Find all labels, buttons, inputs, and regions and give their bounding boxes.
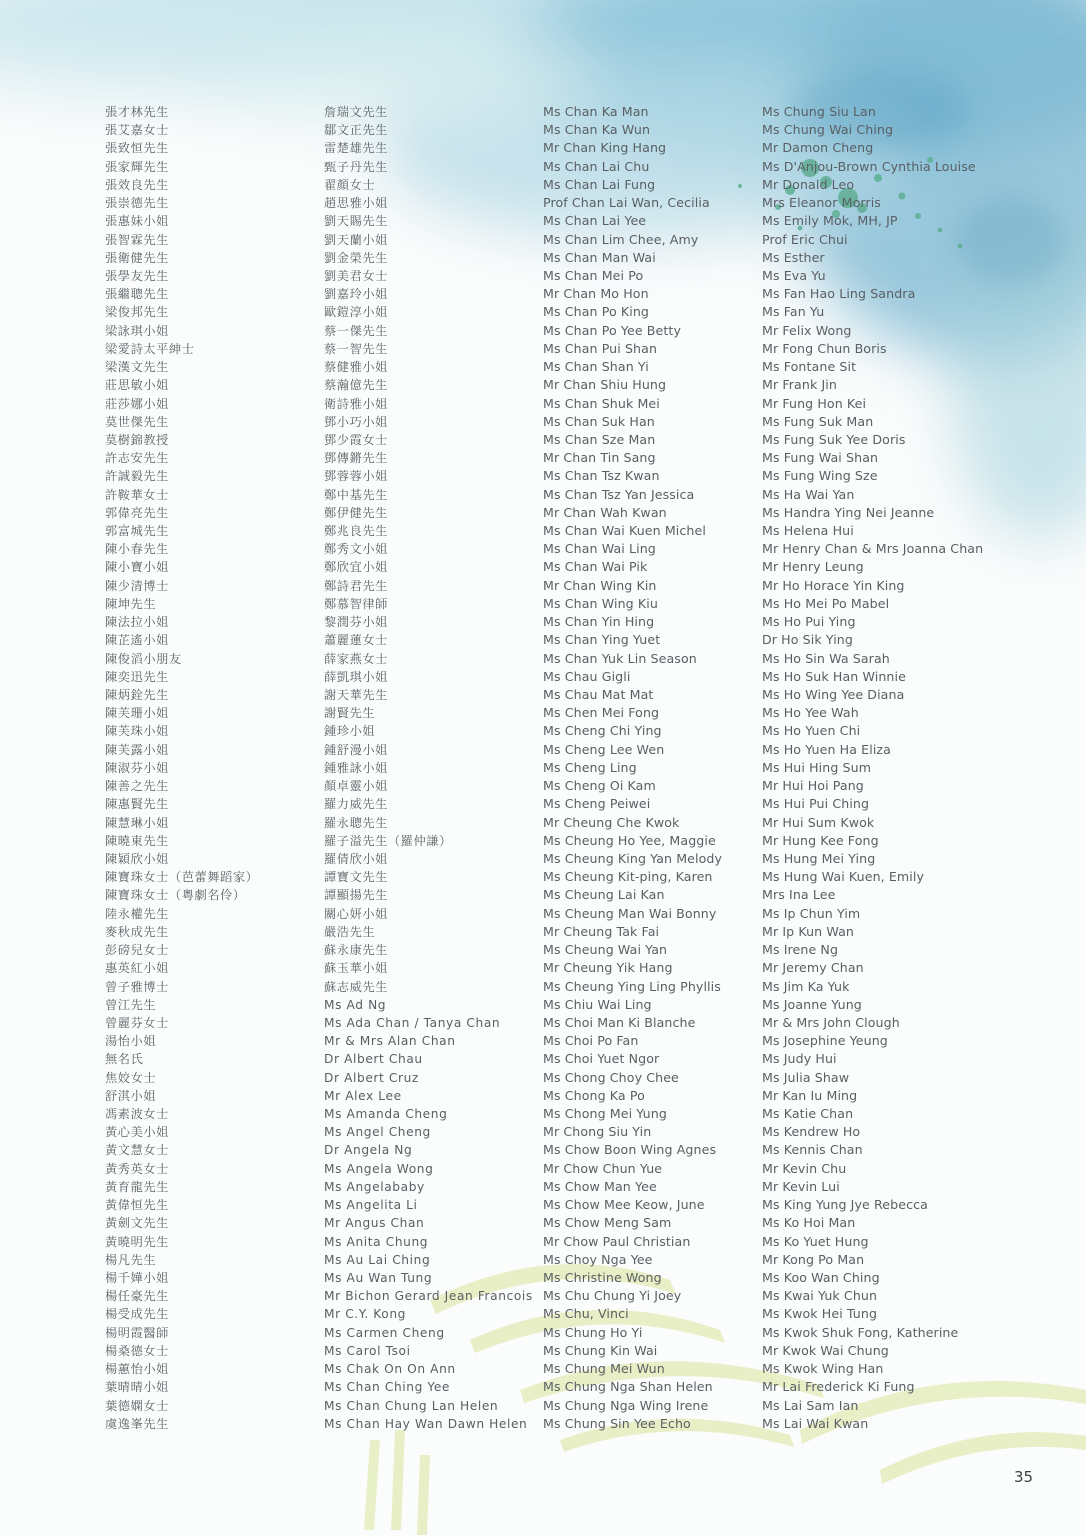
donor-name: Ms Chan Ka Wun — [543, 122, 651, 138]
donor-name: Ms Chan Po King — [543, 304, 649, 320]
donor-name: Ms Chow Boon Wing Agnes — [543, 1142, 717, 1158]
donor-name: 謝天華先生 — [324, 688, 388, 702]
donor-name: Ms Katie Chan — [762, 1106, 854, 1122]
donor-name: Ms Chak On On Ann — [324, 1362, 456, 1377]
donor-name: 羅子溢先生（羅仲謙） — [324, 833, 452, 848]
donor-name: 馮素波女士 — [105, 1107, 169, 1122]
donor-name: 許誠毅先生 — [105, 469, 169, 484]
donor-name: Mr Chan Mo Hon — [543, 286, 649, 302]
donor-name: 陳芙珊小姐 — [105, 706, 169, 721]
donor-name: 張家輝先生 — [105, 159, 169, 174]
donor-name: Ms Au Wan Tung — [324, 1271, 433, 1285]
donor-name: Ms Chan Ying Yuet — [543, 632, 661, 648]
donor-name: 曾麗芬女士 — [105, 1015, 169, 1030]
donor-name: Ms Chung Nga Wing Irene — [543, 1397, 709, 1413]
donor-name: Mr Kwok Wai Chung — [762, 1342, 889, 1358]
donor-name: Mr Angus Chan — [324, 1216, 425, 1231]
donor-name: Ms Chan Shan Yi — [543, 359, 649, 375]
donor-name: Ms Eva Yu — [762, 267, 826, 283]
donor-name: 歐鎧淳小姐 — [324, 305, 388, 320]
donor-name: Ms Chan Ka Man — [543, 104, 649, 119]
donor-name: Ms Cheng Oi Kam — [543, 778, 656, 794]
donor-name: 葉德嫻女士 — [105, 1398, 169, 1413]
donor-name: 無名氏 — [105, 1052, 144, 1067]
donor-name: 楊桑德女士 — [105, 1343, 169, 1358]
donor-name: Ms Cheng Peiwei — [543, 796, 651, 812]
donor-name: Ms Cheung King Yan Melody — [543, 850, 723, 866]
donor-name: 陳惠賢先生 — [105, 797, 169, 812]
donor-name: 黃曉明先生 — [105, 1234, 169, 1249]
donor-name: Ms Chan Tsz Yan Jessica — [543, 486, 695, 502]
donor-name: 陳慧琳小姐 — [105, 815, 169, 830]
donor-name: Ms Angela Wong — [324, 1161, 434, 1176]
donor-name: Ms Chong Mei Yung — [543, 1106, 667, 1122]
donor-name: Ms Fan Hao Ling Sandra — [762, 286, 916, 302]
donor-name: Mr Henry Chan & Mrs Joanna Chan — [762, 541, 984, 557]
page-number: 35 — [1014, 1468, 1034, 1486]
donor-name: 楊凡先生 — [105, 1252, 157, 1267]
donor-name: 陳小寶小姐 — [105, 560, 169, 575]
donor-name: Mr C.Y. Kong — [324, 1307, 407, 1322]
donor-name: Ms Julia Shaw — [762, 1069, 850, 1085]
donor-name: 張惠妹小姐 — [105, 214, 169, 229]
donor-name: 莊思敏小姐 — [105, 378, 169, 393]
donor-name: 蕭麗蓮女士 — [324, 633, 388, 648]
donor-name: 雷楚雄先生 — [324, 141, 388, 156]
donor-name: Ms Chiu Wai Ling — [543, 996, 652, 1012]
donor-name: Ms Handra Ying Nei Jeanne — [762, 504, 935, 520]
donor-name: Ms Chan Hay Wan Dawn Helen — [324, 1416, 528, 1431]
donor-name: Ms Fung Wing Sze — [762, 468, 878, 484]
donor-name: 陳芷遙小姐 — [105, 633, 169, 648]
donor-name: Mr Hung Kee Fong — [762, 832, 879, 848]
donor-name: Mr Henry Leung — [762, 559, 864, 575]
donor-name: Mr Chow Chun Yue — [543, 1160, 663, 1176]
donor-name: Ms Lai Sam Ian — [762, 1397, 859, 1413]
donor-name: Ms Chung Siu Lan — [762, 104, 876, 119]
donor-name: 陳芙露小姐 — [105, 742, 169, 757]
donor-name: Mr Hui Hoi Pang — [762, 778, 864, 794]
donor-name: 鍾雅詠小姐 — [324, 760, 388, 775]
donor-name: Ms Ada Chan / Tanya Chan — [324, 1015, 501, 1030]
donor-name: 黃秀英女士 — [105, 1161, 169, 1176]
donor-name: Ms Chan Lim Chee, Amy — [543, 231, 699, 247]
donor-name: 梁詠琪小姐 — [105, 323, 169, 338]
donor-name: 許志安先生 — [105, 451, 169, 466]
donor-name: 劉嘉玲小姐 — [324, 287, 388, 302]
donor-name: Mr Chan Tin Sang — [543, 450, 656, 466]
donor-name: Ms Chan Lai Yee — [543, 213, 647, 229]
donor-name: 虞逸峯先生 — [105, 1416, 169, 1431]
donor-name: 張崇德先生 — [105, 196, 169, 211]
donor-name: Mr Chan King Hang — [543, 140, 667, 156]
donor-name: Ms Chan Tsz Kwan — [543, 468, 660, 484]
donor-name: Ms Helena Hui — [762, 523, 854, 539]
donor-name: 陸永權先生 — [105, 906, 169, 921]
donor-name: Ms Angelita Li — [324, 1198, 418, 1213]
donor-name: Ms Chu, Vinci — [543, 1306, 629, 1322]
donor-name: Ms Hung Wai Kuen, Emily — [762, 869, 925, 885]
donor-name: 鄭詩君先生 — [324, 578, 388, 593]
donor-name: 羅倩欣小姐 — [324, 851, 388, 866]
donor-name: Ms Cheung Kit-ping, Karen — [543, 869, 713, 885]
donor-name: Ms Kennis Chan — [762, 1142, 863, 1158]
donor-name: Mr Frank Jin — [762, 377, 837, 393]
donor-name: Mrs Eleanor Morris — [762, 195, 881, 211]
donor-name: Dr Albert Chau — [324, 1052, 423, 1067]
donor-name: 陳曉東先生 — [105, 833, 169, 848]
donor-name: Ms Chan Wai Pik — [543, 559, 648, 575]
donor-name: Ms Chan Chung Lan Helen — [324, 1398, 499, 1413]
donor-name: 焦姣女士 — [105, 1070, 157, 1085]
donor-name: 謝賢先生 — [324, 706, 376, 721]
donor-name: 陳寶珠女士（粵劇名伶） — [105, 888, 246, 903]
donor-name: 薛家燕女士 — [324, 651, 388, 666]
donor-name: 楊任豪先生 — [105, 1289, 169, 1304]
donor-name: Mr Cheung Che Kwok — [543, 814, 680, 830]
donor-name: Mr Cheung Tak Fai — [543, 923, 660, 939]
donor-name: Ms Cheung Lai Kan — [543, 887, 665, 903]
donor-name: Ms Ho Yuen Chi — [762, 723, 861, 739]
donor-name: 鍾珍小姐 — [324, 724, 376, 739]
donor-name: 蘇永康先生 — [324, 943, 388, 958]
donor-name: 陳奕迅先生 — [105, 669, 169, 684]
donor-name: Ms Chung Kin Wai — [543, 1342, 658, 1358]
donor-name: Ms Chan Mei Po — [543, 267, 644, 283]
donor-name: Ms Hung Mei Ying — [762, 850, 876, 866]
donor-name: 許鞍華女士 — [105, 487, 169, 502]
donor-name: Mr Kong Po Man — [762, 1251, 865, 1267]
donor-name: 黎潤芬小姐 — [324, 615, 388, 630]
donor-name: Mr Kevin Lui — [762, 1178, 840, 1194]
donor-name: Mrs Ina Lee — [762, 887, 836, 903]
donor-name: Ms Carol Tsoi — [324, 1343, 411, 1358]
donor-name: Ms Chung Nga Shan Helen — [543, 1379, 713, 1395]
donor-name: 陳少清博士 — [105, 578, 169, 593]
donor-name: 鍾舒漫小姐 — [324, 742, 388, 757]
donor-name: 關心妍小姐 — [324, 906, 388, 921]
donor-name: 鄭伊健先生 — [324, 505, 388, 520]
donor-name: 陳坤先生 — [105, 596, 157, 611]
donor-name: Ms Ho Mei Po Mabel — [762, 595, 890, 611]
donor-name: 陳俊滔小朋友 — [105, 651, 182, 666]
donor-name: Ms Amanda Cheng — [324, 1107, 448, 1122]
donor-name: Ms Chan Lai Fung — [543, 176, 656, 192]
donor-name: 劉金榮先生 — [324, 250, 388, 265]
donor-name: Ms Kwok Shuk Fong, Katherine — [762, 1324, 959, 1340]
donor-name: 張致恒先生 — [105, 141, 169, 156]
donor-name: 陳寶珠女士（芭蕾舞蹈家） — [105, 870, 259, 885]
donor-name: 梁俊邦先生 — [105, 305, 169, 320]
donor-name: Ms Cheung Wai Yan — [543, 942, 668, 958]
donor-name: 麥秋成先生 — [105, 924, 169, 939]
donor-name: Ms Chan Suk Han — [543, 413, 655, 429]
donor-name: Ms Fung Wai Shan — [762, 450, 879, 466]
donor-name: 莊莎娜小姐 — [105, 396, 169, 411]
donor-name: Ms Judy Hui — [762, 1051, 837, 1067]
donor-name: 梁愛詩太平紳士 — [105, 341, 195, 356]
donor-name: Mr Chan Wing Kin — [543, 577, 657, 593]
donor-name: Ms Cheng Chi Ying — [543, 723, 662, 739]
donor-name: 梁漢文先生 — [105, 360, 169, 375]
donor-name: Ms Chan Pui Shan — [543, 340, 658, 356]
donor-name: Ms Lai Wai Kwan — [762, 1415, 869, 1431]
donor-name: 張艾嘉女士 — [105, 123, 169, 138]
donor-name: Mr Hui Sum Kwok — [762, 814, 875, 830]
donor-name: 陳芙珠小姐 — [105, 724, 169, 739]
donor-name: 湯怡小姐 — [105, 1034, 157, 1049]
donor-name: Ms Joanne Yung — [762, 996, 862, 1012]
donor-name: Ms Ho Suk Han Winnie — [762, 668, 906, 684]
donor-name: Mr Alex Lee — [324, 1088, 402, 1103]
donor-name: Mr Chow Paul Christian — [543, 1233, 691, 1249]
donor-name: Mr Jeremy Chan — [762, 960, 864, 976]
donor-column-1 — [105, 103, 320, 1433]
donor-name: 詹瑞文先生 — [324, 105, 388, 119]
donor-name: Ms Au Lai Ching — [324, 1252, 431, 1267]
donor-name: Ms Ho Pui Ying — [762, 614, 856, 630]
donor-name: Ms Angel Cheng — [324, 1125, 431, 1140]
donor-name: Ms Chan Wing Kiu — [543, 595, 658, 611]
donor-name: 鄧少霞女士 — [324, 432, 388, 447]
donor-name: 莫世傑先生 — [105, 414, 169, 429]
donor-name: Ms Fontane Sit — [762, 359, 857, 375]
donor-name: 陳淑芬小姐 — [105, 760, 169, 775]
donor-name: 黃文慧女士 — [105, 1143, 169, 1158]
donor-name: 薛凱琪小姐 — [324, 669, 388, 684]
donor-name: Mr Bichon Gerard Jean Francois — [324, 1289, 533, 1304]
donor-name: 劉美君女士 — [324, 268, 388, 283]
donor-name: 鄭兆良先生 — [324, 524, 388, 539]
donor-name: 嚴浩先生 — [324, 924, 376, 939]
donor-name: 鄭慕智律師 — [324, 596, 388, 611]
donor-name: Ms Choi Man Ki Blanche — [543, 1014, 696, 1030]
donor-name: 陳善之先生 — [105, 779, 169, 794]
donor-name: Mr Ip Kun Wan — [762, 923, 855, 939]
donor-name: 蘇玉華小姐 — [324, 961, 388, 976]
donor-name: 楊蕙怡小姐 — [105, 1362, 169, 1377]
donor-name: Ms Ho Yuen Ha Eliza — [762, 741, 891, 757]
donor-name: 鄧蓉蓉小姐 — [324, 469, 388, 484]
donor-name: Ms Chan Sze Man — [543, 431, 656, 447]
donor-name: Dr Ho Sik Ying — [762, 632, 853, 648]
donor-name: 衛詩雅小姐 — [324, 396, 388, 411]
donor-name: 羅力威先生 — [324, 797, 388, 812]
donor-name: Prof Eric Chui — [762, 231, 848, 247]
donor-name: Ms Chow Meng Sam — [543, 1215, 672, 1231]
donor-name: Ms Cheung Man Wai Bonny — [543, 905, 717, 921]
donor-name: Ms Hui Hing Sum — [762, 759, 872, 775]
donor-name: 陳法拉小姐 — [105, 615, 169, 630]
donor-name: 顏卓靈小姐 — [324, 779, 388, 794]
donor-name: 蔡一智先生 — [324, 341, 388, 356]
donor-name: 鄭秀文小姐 — [324, 542, 388, 557]
donor-name: Ms Chung Wai Ching — [762, 122, 894, 138]
donor-name: Ms Chan Yin Hing — [543, 614, 655, 630]
donor-name: Ms Chung Sin Yee Echo — [543, 1415, 691, 1431]
donor-name: 張智霖先生 — [105, 232, 169, 247]
donor-name: 彭磅兒女士 — [105, 943, 169, 958]
donor-name: Ms Christine Wong — [543, 1270, 662, 1285]
donor-name: Ms Ip Chun Yim — [762, 905, 861, 921]
donor-name: 趙思雅小姐 — [324, 196, 388, 211]
donor-column-2 — [324, 103, 539, 1433]
donor-name: 張學友先生 — [105, 268, 169, 283]
donor-name: Ms Choi Yuet Ngor — [543, 1051, 660, 1067]
donor-name: Mr & Mrs Alan Chan — [324, 1034, 456, 1049]
donor-name: Ms Josephine Yeung — [762, 1033, 888, 1049]
donor-name: 黃劍文先生 — [105, 1216, 169, 1231]
donor-name: Ms Cheung Ying Ling Phyllis — [543, 978, 721, 994]
donor-name: Mr Kevin Chu — [762, 1160, 847, 1176]
donor-name: Prof Chan Lai Wan, Cecilia — [543, 195, 710, 211]
donor-name: Ms Ko Hoi Man — [762, 1215, 856, 1231]
donor-name: 葉晴晴小姐 — [105, 1380, 169, 1395]
donor-name: Ms Esther — [762, 249, 825, 265]
donor-name: Mr Chan Shiu Hung — [543, 377, 667, 393]
donor-name: 蔡一傑先生 — [324, 323, 388, 338]
donor-name: 蔡健雅小姐 — [324, 360, 388, 375]
donor-name: 劉天賜先生 — [324, 214, 388, 229]
donor-name: 陳小春先生 — [105, 542, 169, 557]
donor-name: Ms Kwok Wing Han — [762, 1361, 884, 1377]
donor-name: Ms Koo Wan Ching — [762, 1270, 880, 1285]
donor-name: Mr Chan Wah Kwan — [543, 504, 667, 520]
donor-name: Ms Chung Mei Wun — [543, 1361, 665, 1377]
donor-name: Ms Chan Wai Kuen Michel — [543, 523, 706, 539]
donor-name: Ms Hui Pui Ching — [762, 796, 870, 812]
donor-name: 曾江先生 — [105, 997, 157, 1012]
donor-name: 鄭中基先生 — [324, 487, 388, 502]
donor-name: Ms Ko Yuet Hung — [762, 1233, 869, 1249]
donor-name: Mr Damon Cheng — [762, 140, 874, 156]
donor-name: Mr Lai Frederick Ki Fung — [762, 1379, 915, 1395]
donor-name: 黃育龍先生 — [105, 1179, 169, 1194]
donor-name: Mr Ho Horace Yin King — [762, 577, 905, 593]
donor-name: Ms Chau Gigli — [543, 668, 631, 684]
donor-name: 羅永聰先生 — [324, 815, 388, 830]
donor-name: Ms Kendrew Ho — [762, 1124, 861, 1140]
donor-name: 舒淇小姐 — [105, 1088, 157, 1103]
donor-column-4 — [762, 103, 984, 1433]
donor-name: Ms Emily Mok, MH, JP — [762, 213, 898, 229]
donor-name: Ms Cheng Lee Wen — [543, 741, 665, 757]
donor-name: Ms Chen Mei Fong — [543, 705, 660, 721]
donor-name: 黃心美小姐 — [105, 1125, 169, 1140]
donor-name: 惠英紅小姐 — [105, 961, 169, 976]
donor-name: Ms Chan Man Wai — [543, 249, 656, 265]
donor-name: Ms Carmen Cheng — [324, 1325, 445, 1340]
donor-name: 蔡瀚億先生 — [324, 378, 388, 393]
donor-name: Ms Choy Nga Yee — [543, 1251, 653, 1267]
donor-name: Ms Ad Ng — [324, 997, 387, 1012]
donor-name: Ms Choi Po Fan — [543, 1033, 639, 1049]
donor-name: 劉天蘭小姐 — [324, 232, 388, 247]
donor-name: Ms Ho Yee Wah — [762, 705, 859, 721]
donor-name: 曾子雅博士 — [105, 979, 169, 994]
donor-name: 郭偉亮先生 — [105, 505, 169, 520]
donor-name: 陳炳銓先生 — [105, 688, 169, 702]
donor-name: Ms Kwok Hei Tung — [762, 1306, 878, 1322]
donor-name: Mr Fung Hon Kei — [762, 395, 867, 411]
donor-name: 楊受成先生 — [105, 1307, 169, 1322]
donor-name: Ms Ho Wing Yee Diana — [762, 687, 905, 702]
donor-name: Ms Jim Ka Yuk — [762, 978, 850, 994]
donor-name: Ms Anita Chung — [324, 1234, 429, 1249]
donor-name: 翟顏女士 — [324, 177, 376, 192]
donor-name: Ms Fung Suk Man — [762, 413, 874, 429]
donor-name: Mr Donald Leo — [762, 176, 855, 192]
donor-name: Ms Fung Suk Yee Doris — [762, 431, 906, 447]
donor-name: 郭富城先生 — [105, 524, 169, 539]
donor-name: 鄒文正先生 — [324, 123, 388, 138]
donor-name: 張繼聰先生 — [105, 287, 169, 302]
donor-name: Dr Albert Cruz — [324, 1070, 419, 1085]
donor-name: Ms Angelababy — [324, 1179, 425, 1194]
donor-name: Ms Chow Man Yee — [543, 1178, 657, 1194]
donor-name: Dr Angela Ng — [324, 1143, 413, 1158]
donor-name: 張才林先生 — [105, 105, 169, 119]
donor-name: 陳穎欣小姐 — [105, 851, 169, 866]
donor-name: 楊千嬅小姐 — [105, 1271, 169, 1285]
donor-name: Ms Chong Choy Chee — [543, 1069, 679, 1085]
donor-name: Ms Fan Yu — [762, 304, 825, 320]
donor-name: Ms Chan Wai Ling — [543, 541, 656, 557]
donor-name: 鄧傳鏘先生 — [324, 451, 388, 466]
donor-name: 譚寶文先生 — [324, 870, 388, 885]
donor-name: Ms Chung Ho Yi — [543, 1324, 643, 1340]
donor-name: 蘇志威先生 — [324, 979, 388, 994]
donor-name: 譚顯揚先生 — [324, 888, 388, 903]
donor-name: Mr Fong Chun Boris — [762, 340, 887, 356]
donor-name: Ms Irene Ng — [762, 942, 839, 958]
donor-name: Ms Ha Wai Yan — [762, 486, 855, 502]
donor-name: Ms Chan Ching Yee — [324, 1380, 451, 1395]
donor-name: 楊明霞醫師 — [105, 1325, 169, 1340]
donor-name: Ms Chan Yuk Lin Season — [543, 650, 697, 666]
donor-name: Ms Kwai Yuk Chun — [762, 1288, 878, 1304]
donor-name: 張效良先生 — [105, 177, 169, 192]
donor-name: Ms Chong Ka Po — [543, 1087, 645, 1103]
donor-name: Ms D'Anjou-Brown Cynthia Louise — [762, 158, 976, 174]
donor-name: 莫樹錦教授 — [105, 432, 169, 447]
donor-name: Mr Chong Siu Yin — [543, 1124, 652, 1140]
donor-name: Mr Cheung Yik Hang — [543, 960, 673, 976]
donor-name: 張衛健先生 — [105, 250, 169, 265]
donor-name: Ms Chow Mee Keow, June — [543, 1197, 705, 1213]
donor-name: Ms Cheng Ling — [543, 759, 637, 775]
donor-name: 黃偉恒先生 — [105, 1198, 169, 1213]
donor-name: Ms Chan Lai Chu — [543, 158, 650, 174]
donor-name: Ms Chu Chung Yi Joey — [543, 1288, 682, 1304]
donor-name: 鄭欣宜小姐 — [324, 560, 388, 575]
donor-name: Ms King Yung Jye Rebecca — [762, 1197, 928, 1213]
donor-name: Mr Kan Iu Ming — [762, 1087, 858, 1103]
donor-name: Ms Ho Sin Wa Sarah — [762, 650, 890, 666]
donor-name: Ms Chau Mat Mat — [543, 687, 654, 702]
donor-name: Ms Chan Shuk Mei — [543, 395, 660, 411]
donor-name: 鄧小巧小姐 — [324, 414, 388, 429]
donor-name: Mr Felix Wong — [762, 322, 852, 338]
donor-name: Mr & Mrs John Clough — [762, 1014, 900, 1030]
donor-name: Ms Cheung Ho Yee, Maggie — [543, 832, 716, 848]
donor-column-3 — [543, 103, 758, 1433]
donor-name: 甄子丹先生 — [324, 159, 388, 174]
donor-name: Ms Chan Po Yee Betty — [543, 322, 681, 338]
